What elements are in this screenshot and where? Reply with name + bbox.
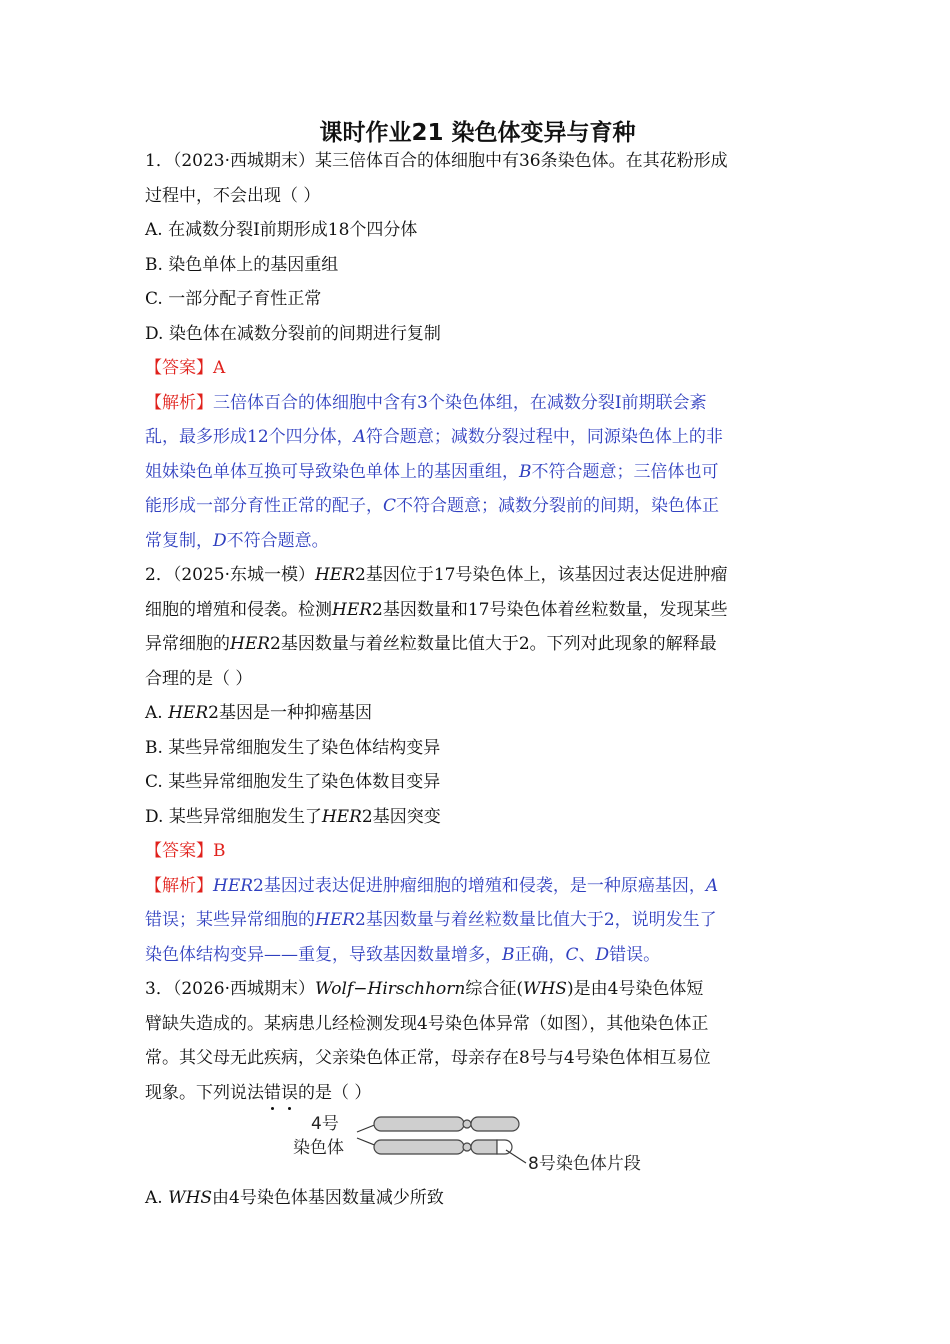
syndrome-name: Wolf−Hirschhorn [314, 979, 466, 999]
stem-text: )是由4号染色体短 [566, 979, 704, 999]
option-label: A. [145, 703, 169, 723]
analysis-text: 不符合题意。 [226, 530, 329, 551]
question-number: 2．（2025·东城一模） [145, 565, 315, 585]
analysis-text: 乱，最多形成12个四分体， [145, 427, 354, 447]
q1-analysis-line-1 [145, 386, 810, 421]
q2-stem-line-1 [145, 558, 810, 593]
q2-stem-line-2 [145, 593, 810, 628]
q1-analysis-line-2 [145, 420, 810, 455]
q2-stem-line-4: 合理的是（ ） [145, 668, 253, 689]
analysis-text: 正确， [514, 944, 566, 965]
q1-option-c: C. 一部分配子育性正常 [145, 289, 322, 309]
analysis-text: 符合题意；减数分裂过程中，同源染色体上的非 [365, 427, 723, 447]
stem-text: 细胞的增殖和侵袭。检测 [145, 599, 332, 620]
q1-option-d: D. 染色体在减数分裂前的间期进行复制 [145, 323, 441, 344]
analysis-text: 能形成一部分育性正常的配子， [145, 496, 383, 516]
answer-tag: 【答案】 [145, 841, 213, 861]
option-letter: C [565, 944, 579, 965]
figure-label-chromosome-8-fragment: 8号染色体片段 [528, 1154, 641, 1174]
analysis-text: 三倍体百合的体细胞中含有3个染色体组，在减数分裂Ⅰ前期联会紊 [213, 392, 707, 413]
q3-stem-line-1 [145, 972, 810, 1007]
question-1 [145, 144, 810, 1110]
q2-analysis-line-3 [145, 938, 810, 973]
analysis-text: 不符合题意；减数分裂前的间期，染色体正 [396, 496, 720, 516]
gene-name: HER [321, 806, 362, 827]
option-text: 2基因突变 [361, 806, 441, 827]
q1-stem-line-1: 1．（2023·西城期末）某三倍体百合的体细胞中有36条染色体。在其花粉形成 [145, 151, 728, 171]
analysis-text: 错误。 [609, 944, 661, 965]
chromosome-4-normal-long-arm [374, 1117, 464, 1131]
answer-tag: 【答案】 [145, 358, 213, 378]
q3-option-a [145, 1181, 810, 1216]
answer-value: B [213, 841, 226, 861]
option-letter: A [353, 427, 366, 447]
stem-text: 异常细胞的 [145, 634, 230, 654]
q1-answer [145, 351, 810, 386]
stem-text: 2基因数量与着丝粒数量比值大于2。下列对此现象的解释最 [270, 634, 717, 654]
emphasis-wrong [264, 1083, 298, 1103]
centromere-normal [463, 1120, 471, 1128]
q1-analysis-line-4 [145, 489, 810, 524]
q2-option-c: C. 某些异常细胞发生了染色体数目变异 [145, 772, 441, 792]
q2-stem-line-3 [145, 627, 810, 662]
chromosome-4-abnormal-long-arm [374, 1140, 464, 1154]
q2-option-a [145, 696, 810, 731]
q1-option-a: A. 在减数分裂Ⅰ前期形成18个四分体 [145, 220, 418, 240]
emphasis-char: 错 [264, 1082, 281, 1103]
option-label: A. [145, 1188, 169, 1208]
syndrome-abbrev: WHS [168, 1188, 213, 1208]
q1-analysis-line-3 [145, 455, 810, 490]
analysis-text: 错误；某些异常细胞的 [145, 910, 315, 930]
stem-text: 现象。下列说法 [145, 1082, 264, 1103]
option-letter: A [705, 875, 719, 896]
analysis-text: 染色体结构变异——重复，导致基因数量增多， [145, 944, 502, 965]
q2-option-d [145, 800, 810, 835]
stem-text: 综合征( [465, 979, 523, 999]
option-letter: B [519, 461, 532, 482]
pointer-line-fragment [506, 1150, 526, 1163]
q1-stem-line-2: 过程中，不会出现（ ） [145, 185, 321, 206]
analysis-text: 姐妹染色单体互换可导致染色单体上的基因重组， [145, 461, 519, 482]
analysis-tag: 【解析】 [145, 392, 213, 413]
syndrome-abbrev: WHS [523, 979, 567, 999]
option-letter: D [595, 944, 610, 965]
analysis-text: 不符合题意；三倍体也可 [531, 461, 719, 482]
figure-label-chromosome-4: 4号 [311, 1114, 339, 1134]
gene-name: HER [314, 565, 356, 585]
chromosome-4-normal-short-arm [471, 1117, 519, 1131]
gene-name: HER [230, 634, 271, 654]
option-text: 2基因是一种抑癌基因 [208, 703, 372, 723]
q3-options [145, 1181, 810, 1216]
q2-analysis-line-1 [145, 869, 810, 904]
stem-text: 的是（ ） [298, 1082, 372, 1103]
option-letter: D [213, 530, 227, 551]
gene-name: HER [213, 875, 254, 896]
q1-option-b: B. 染色单体上的基因重组 [145, 254, 339, 275]
analysis-text: 常复制， [145, 530, 213, 551]
chromosome-figure [145, 1105, 665, 1185]
analysis-text: 、 [578, 944, 596, 965]
emphasis-char: 误 [281, 1082, 298, 1103]
option-text: D. 某些异常细胞发生了 [145, 806, 322, 827]
q3-stem-line-2: 臂缺失造成的。某病患儿经检测发现4号染色体异常（如图），其他染色体正 [145, 1013, 709, 1034]
stem-text: 2基因位于17号染色体上，该基因过表达促进肿瘤 [355, 565, 728, 585]
question-number: 3．（2026·西城期末） [145, 979, 315, 999]
option-text: 由4号染色体基因数量减少所致 [212, 1188, 444, 1208]
stem-text: 2基因数量和17号染色体着丝粒数量，发现某些 [372, 599, 728, 620]
figure-label-chromosome: 染色体 [293, 1138, 344, 1158]
page-title: 课时作业21 染色体变异与育种 [319, 120, 636, 146]
gene-name: HER [332, 599, 373, 620]
gene-name: HER [315, 910, 356, 930]
q2-option-b: B. 某些异常细胞发生了染色体结构变异 [145, 737, 441, 758]
q3-stem-line-3: 常。其父母无此疾病，父亲染色体正常，母亲存在8号与4号染色体相互易位 [145, 1048, 711, 1068]
q2-analysis-line-2 [145, 903, 810, 938]
gene-name: HER [168, 703, 209, 723]
q2-answer [145, 834, 810, 869]
analysis-text: 2基因过表达促进肿瘤细胞的增殖和侵袭，是一种原癌基因， [253, 875, 706, 896]
q1-analysis-line-5 [145, 524, 810, 559]
answer-value: A [213, 358, 226, 378]
option-letter: C [383, 496, 397, 516]
chromosome-4-short-arm-remaining [471, 1140, 497, 1154]
option-letter: B [502, 944, 515, 965]
analysis-text: 2基因数量与着丝粒数量比值大于2，说明发生了 [355, 910, 717, 930]
analysis-tag: 【解析】 [145, 875, 213, 896]
centromere-abnormal [463, 1143, 471, 1151]
